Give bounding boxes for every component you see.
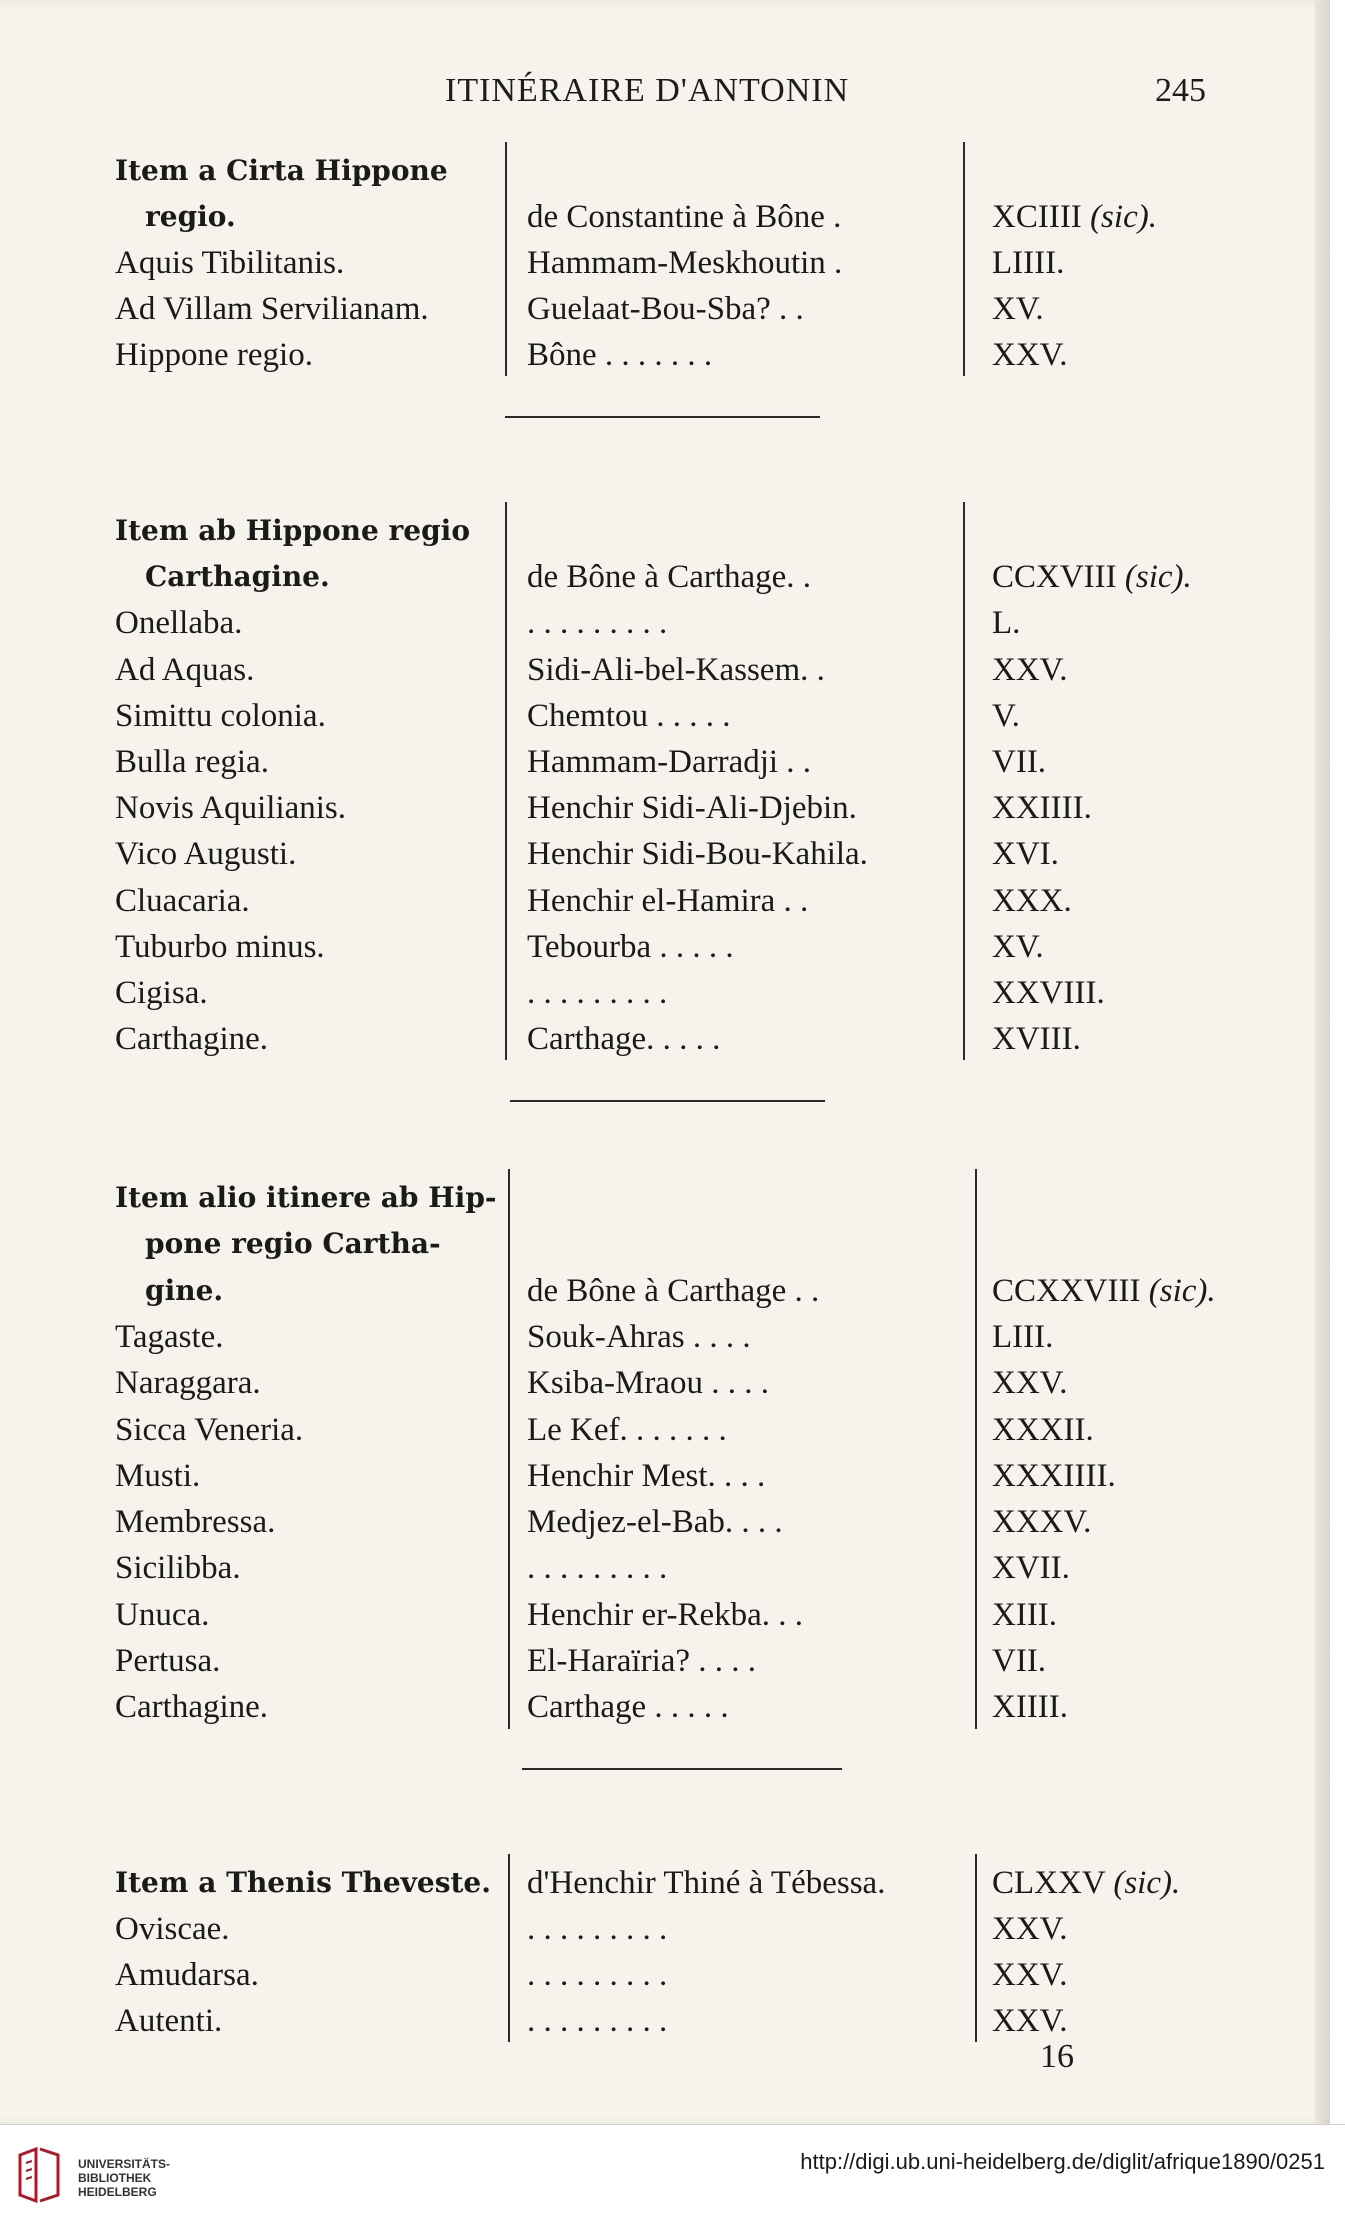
itinerary-row	[0, 1545, 1330, 1591]
itinerary-row	[0, 1684, 1330, 1730]
column-rule	[963, 142, 965, 376]
latin-station: Novis Aquilianis.	[115, 790, 347, 827]
modern-location: . . . . . . . . .	[527, 1911, 668, 1947]
itinerary-row	[0, 286, 1330, 332]
latin-station: Item a Thenis Theveste.	[115, 1866, 491, 1899]
itinerary-row	[0, 1221, 1330, 1267]
signature-number: 16	[1040, 2038, 1074, 2075]
modern-location: Le Kef. . . . . . .	[527, 1411, 727, 1448]
roman-distance: CLXXV (sic).	[992, 1865, 1181, 1901]
modern-location: . . . . . . . . .	[527, 1550, 668, 1587]
modern-location: . . . . . . . . .	[527, 975, 668, 1011]
sic-note: (sic).	[1148, 1272, 1216, 1309]
column-rule	[975, 1169, 977, 1729]
modern-location: Hammam-Darradji . .	[527, 744, 812, 780]
modern-location: . . . . . . . . .	[527, 1957, 668, 1993]
library-name	[78, 2157, 170, 2199]
source-url[interactable]: http://digi.ub.uni-heidelberg.de/diglit/afrique1890/0251	[800, 2149, 1325, 2174]
latin-station: regio.	[145, 200, 236, 233]
modern-location: Carthage. . . . .	[527, 1021, 721, 1058]
latin-station: Item alio itinere ab Hip-	[115, 1181, 497, 1214]
section-divider	[510, 1100, 825, 1102]
itinerary-row	[0, 1360, 1330, 1406]
itinerary-row	[0, 1860, 1330, 1906]
itinerary-row	[0, 1998, 1330, 2044]
library-name-line: HEIDELBERG	[78, 2185, 157, 2199]
section-divider	[505, 416, 820, 418]
itinerary-row	[0, 647, 1330, 693]
modern-location: Tebourba . . . . .	[527, 928, 734, 965]
modern-location: Guelaat-Bou-Sba? . .	[527, 291, 804, 327]
itinerary-row	[0, 194, 1330, 240]
latin-station: Carthagine.	[115, 1689, 269, 1726]
modern-location: Carthage . . . . .	[527, 1689, 729, 1726]
roman-distance: XXXV.	[992, 1504, 1092, 1541]
sic-note: (sic).	[1090, 199, 1157, 235]
roman-distance: XXIIII.	[992, 790, 1092, 827]
itinerary-row	[0, 1592, 1330, 1638]
latin-station: Hippone regio.	[115, 337, 313, 373]
itinerary-row	[0, 1453, 1330, 1499]
sic-note: (sic).	[1124, 559, 1192, 596]
modern-location: Henchir Sidi-Ali-Djebin.	[527, 790, 857, 827]
itinerary-row	[0, 240, 1330, 286]
itinerary-row	[0, 1016, 1330, 1062]
itinerary-row	[0, 600, 1330, 646]
latin-station: Carthagine.	[145, 560, 330, 594]
modern-location: de Constantine à Bône .	[527, 199, 842, 235]
itinerary-row	[0, 1314, 1330, 1360]
roman-distance: XXV.	[992, 1365, 1068, 1402]
roman-distance: LIIII.	[992, 245, 1065, 281]
running-title: ITINÉRAIRE D'ANTONIN	[445, 72, 850, 109]
itinerary-row	[0, 332, 1330, 378]
roman-distance: LIII.	[992, 1318, 1054, 1355]
roman-distance: XVIII.	[992, 1021, 1081, 1058]
itinerary-row	[0, 924, 1330, 970]
latin-station: Unuca.	[115, 1596, 210, 1633]
roman-distance: XIII.	[992, 1596, 1058, 1633]
library-footer-bar	[0, 2124, 1345, 2223]
latin-station: Naraggara.	[115, 1365, 261, 1402]
roman-distance: XXV.	[992, 1957, 1068, 1993]
itinerary-row	[0, 739, 1330, 785]
library-name-line: BIBLIOTHEK	[78, 2171, 152, 2185]
latin-station: Cigisa.	[115, 975, 208, 1011]
roman-distance: XXV.	[992, 337, 1068, 373]
roman-distance: XXX.	[992, 882, 1072, 919]
modern-location: Sidi-Ali-bel-Kassem. .	[527, 651, 825, 688]
roman-distance: XXV.	[992, 2003, 1068, 2039]
column-rule	[508, 1854, 510, 2042]
modern-location: Henchir Sidi-Bou-Kahila.	[527, 836, 868, 873]
latin-station: Tagaste.	[115, 1318, 224, 1355]
roman-distance: XXXIIII.	[992, 1457, 1116, 1494]
modern-location: El-Haraïria? . . . .	[527, 1643, 757, 1679]
latin-station: Cluacaria.	[115, 882, 250, 919]
itinerary-row	[0, 1407, 1330, 1453]
modern-location: d'Henchir Thiné à Tébessa.	[527, 1865, 886, 1901]
latin-station: Item ab Hippone regio	[115, 514, 470, 547]
latin-station: Autenti.	[115, 2003, 223, 2039]
roman-distance: L.	[992, 605, 1021, 642]
latin-station: Membressa.	[115, 1504, 276, 1541]
latin-station: Simittu colonia.	[115, 697, 326, 734]
itinerary-row	[0, 970, 1330, 1016]
modern-location: Henchir el-Hamira . .	[527, 882, 809, 919]
itinerary-row	[0, 693, 1330, 739]
latin-station: Tuburbo minus.	[115, 928, 325, 965]
modern-location: Henchir Mest. . . .	[527, 1457, 766, 1494]
itinerary-row	[0, 1268, 1330, 1314]
latin-station: Ad Villam Servilianam.	[115, 291, 429, 327]
roman-distance: CCXXVIII (sic).	[992, 1272, 1216, 1309]
itinerary-row	[0, 785, 1330, 831]
roman-distance: XCIIII (sic).	[992, 199, 1157, 235]
latin-station: Aquis Tibilitanis.	[115, 245, 345, 281]
column-rule	[975, 1854, 977, 2042]
roman-distance: CCXVIII (sic).	[992, 559, 1192, 596]
itinerary-row	[0, 1175, 1330, 1221]
modern-location: de Bône à Carthage. .	[527, 559, 812, 596]
itinerary-row	[0, 831, 1330, 877]
modern-location: Medjez-el-Bab. . . .	[527, 1504, 783, 1541]
modern-location: . . . . . . . . .	[527, 605, 668, 642]
roman-distance: V.	[992, 697, 1020, 734]
roman-distance: XXV.	[992, 651, 1068, 688]
modern-location: Chemtou . . . . .	[527, 697, 731, 734]
latin-station: Sicilibba.	[115, 1550, 241, 1587]
latin-station: Vico Augusti.	[115, 836, 297, 873]
column-rule	[508, 1169, 510, 1729]
latin-station: Oviscae.	[115, 1911, 230, 1947]
latin-station: Amudarsa.	[115, 1957, 259, 1993]
itinerary-row	[0, 1499, 1330, 1545]
modern-location: Hammam-Meskhoutin .	[527, 245, 843, 281]
page-number: 245	[1155, 72, 1206, 109]
latin-station: Musti.	[115, 1457, 201, 1494]
latin-station: Sicca Veneria.	[115, 1411, 304, 1448]
itinerary-row	[0, 508, 1330, 554]
roman-distance: VII.	[992, 744, 1047, 780]
latin-station: pone regio Cartha-	[145, 1227, 441, 1261]
library-logo-icon	[14, 2145, 64, 2205]
section-divider	[522, 1768, 842, 1770]
roman-distance: XV.	[992, 291, 1044, 327]
latin-station: Bulla regia.	[115, 744, 269, 780]
roman-distance: XVI.	[992, 836, 1059, 873]
sic-note: (sic).	[1113, 1865, 1181, 1901]
itinerary-row	[0, 878, 1330, 924]
roman-distance: XXV.	[992, 1911, 1068, 1947]
modern-location: Ksiba-Mraou . . . .	[527, 1365, 769, 1402]
column-rule	[505, 142, 507, 376]
latin-station: gine.	[145, 1273, 224, 1307]
column-rule	[505, 502, 507, 1060]
roman-distance: XIIII.	[992, 1689, 1069, 1726]
column-rule	[963, 502, 965, 1060]
modern-location: Henchir er-Rekba. . .	[527, 1596, 804, 1633]
roman-distance: VII.	[992, 1643, 1047, 1679]
latin-station: Carthagine.	[115, 1021, 269, 1058]
roman-distance: XV.	[992, 928, 1044, 965]
itinerary-row	[0, 1638, 1330, 1684]
page-header	[0, 72, 1330, 122]
itinerary-row	[0, 148, 1330, 194]
latin-station: Onellaba.	[115, 605, 243, 642]
roman-distance: XXXII.	[992, 1411, 1094, 1448]
itinerary-row	[0, 1906, 1330, 1952]
latin-station: Item a Cirta Hippone	[115, 154, 448, 187]
library-name-line: UNIVERSITÄTS-	[78, 2157, 171, 2171]
modern-location: . . . . . . . . .	[527, 2003, 668, 2039]
latin-station: Pertusa.	[115, 1643, 221, 1679]
itinerary-row	[0, 554, 1330, 600]
itinerary-row	[0, 1952, 1330, 1998]
roman-distance: XVII.	[992, 1550, 1070, 1587]
roman-distance: XXVIII.	[992, 975, 1105, 1011]
latin-station: Ad Aquas.	[115, 651, 255, 688]
modern-location: Bône . . . . . . .	[527, 337, 713, 373]
modern-location: de Bône à Carthage . .	[527, 1272, 820, 1309]
modern-location: Souk-Ahras . . . .	[527, 1318, 751, 1355]
